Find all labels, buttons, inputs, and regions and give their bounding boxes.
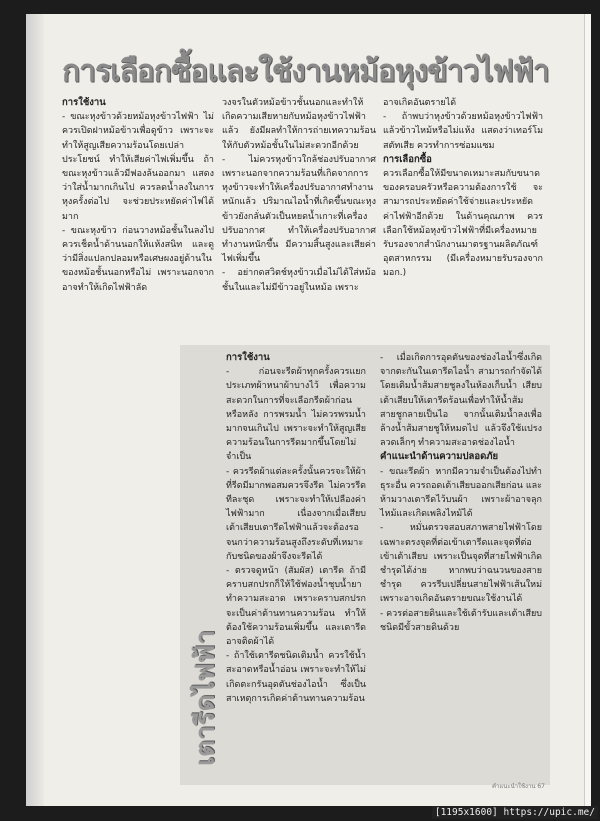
safety-heading: คำแนะนำด้านความปลอดภัย xyxy=(380,451,499,463)
iron-title: เตารีดไฟฟ้า xyxy=(190,630,221,766)
watermark: [1195x1600] https://upic.me/ xyxy=(432,806,598,819)
paragraph: - ไม่ควรหุงข้าวใกล้ช่องปรับอากาศ เพราะนอกจากความร้อนที่เกิดจากการหุงข้าวจะทำให้เครื่องปรับอากาศทำงานหนักแล้ว ปริมาณไอน้ำที่เกิดขึ้นขณะหุงข้าวยังกลั่นตัวเป็นหยดน้ำเกาะที่เครื่องปรับอากาศ ทำให้เครื่องปรับอากาศทำงานหนักขึ้น มีความสิ้นสูงและเสียค่าไฟเพิ่มขึ้น xyxy=(222,154,376,265)
paragraph: - ถ้าพบว่าหุงข้าวด้วยหม้อหุงข้าวไฟฟ้าแล้วข้าวไหม้หรือไม่แห้ง แสดงว่าเทอร์โมสตัทเสีย ควรทำการซ่อมแซม xyxy=(383,112,543,151)
iron-column-2 xyxy=(380,351,542,635)
paragraph: - ก่อนจะรีดผ้าทุกครั้งควรแยกประเภทผ้าหนาผ้าบางไว้ เพื่อความสะดวกในการที่จะเลือกรีดผ้าก่อนหรือหลัง การพรมน้ำ ไม่ควรพรมน้ำมากจนเกินไป เพราะจะทำให้สูญเสียความร้อนในการรีดมากขึ้นโดยไม่จำเป็น xyxy=(226,367,366,463)
paragraph: - ขณะรีดผ้า หากมีความจำเป็นต้องไปทำธุระอื่น ควรถอดเต้าเสียบออกเสียก่อน และห้ามวางเตารีดไว้บนผ้า เพราะผ้าอาจลุกไหม้และเกิดเพลิงไหม้ได้ xyxy=(380,466,542,520)
rice-cooker-column-3 xyxy=(383,96,543,281)
paragraph: - ควรต่อสายดินและใช้เต้ารับและเต้าเสียบชนิดมีขั้วสายดินด้วย xyxy=(380,608,542,633)
paragraph: - ถ้าใช้เตารีดชนิดเติมน้ำ ควรใช้น้ำสะอาดหรือน้ำอ่อน เพราะจะทำให้ไม่เกิดตะกรันอุดตันช่องไอน้ำ ซึ่งเป็นสาเหตุการเกิดค่าต้านทานความร้อน xyxy=(226,651,366,704)
paragraph: - ขณะหุงข้าวด้วยหม้อหุงข้าวไฟฟ้า ไม่ควรเปิดฝาหม้อข้าวเพื่อดูข้าว เพราะจะทำให้สูญเสียความร้อนโดยเปล่าประโยชน์ ทำให้เสียค่าไฟเพิ่มขึ้น ถ้าขณะหุงข้าวแล้วมีฟองล้นออกมา แสดงว่าใส่น้ำมากเกินไป ควรลดน้ำลงในการหุงครั้งต่อไป จะช่วยประหยัดค่าไฟได้มาก xyxy=(62,112,214,222)
paragraph: - เมื่อเกิดการอุดตันของช่องไอน้ำซึ่งเกิดจากตะกันในเตารีดไอน้ำ สามารถกำจัดได้โดยเติมน้ำส้มสายชูลงในห้องเก็บน้ำ เสียบเต้าเสียบให้เตารีดร้อนเพื่อทำให้น้ำส้มสายชูกลายเป็นไอ จากนั้นเติมน้ำลงเพื่อล้างน้ำส้มสายชูให้หมดไป แล้วจึงใช้แปรงลวดเล็กๆ ทำความสะอาดช่องไอน้ำ xyxy=(380,353,542,449)
rice-cooker-column-2 xyxy=(222,96,376,295)
paragraph: - ควรรีดผ้าแต่ละครั้งนั้นควรจะให้ผ้าที่รีดมีมากพอสมควรจึงรีด ไม่ควรรีดทีละชุด เพราะจะทำให้เปลืองค่าไฟฟ้ามาก เนื่องจากเมื่อเสียบเต้าเสียบเตารีดไฟฟ้าแล้วจะต้องรอจนกว่าความร้อนสูงถึงระดับที่เหมาะกับชนิดของผ้าจึงจะรีดได้ xyxy=(226,466,366,562)
usage-heading: การใช้งาน xyxy=(62,97,106,108)
paragraph: - ขณะหุงข้าว ก่อนวางหม้อชั้นในลงไปควรเช็ดน้ำด้านนอกให้แห้งสนิท และดูว่ามีสิ่งแปลกปลอมหรือเศษผงอยู่ด้านในของหม้อชั้นนอกหรือไม่ เพราะนอกจากอาจทำให้เกิดไฟฟ้าลัด xyxy=(62,225,214,293)
page-gutter xyxy=(26,14,44,806)
paragraph: - อย่ากดสวิตช์หุงข้าวเมื่อไม่ได้ใส่หม้อชั้นในและไม่มีข้าวอยู่ในหม้อ เพราะ xyxy=(222,268,376,293)
page-edge xyxy=(584,14,591,806)
rice-cooker-column-1 xyxy=(62,96,214,295)
paragraph: อาจเกิดอันตรายได้ xyxy=(383,98,457,108)
buying-heading: การเลือกซื้อ xyxy=(383,153,432,165)
page-headline: การเลือกซื้อและใช้งานหม้อหุงข้าวไฟฟ้า xyxy=(62,54,549,89)
paragraph: วงจรในตัวหม้อข้าวชั้นนอกและทำให้เกิดความเสียหายกับหม้อหุงข้าวไฟฟ้าแล้ว ยังมีผลทำให้การถ่ายเทความร้อนให้กับตัวหม้อชั้นในไม่สะดวกอีกด้วย xyxy=(222,98,376,151)
usage-heading: การใช้งาน xyxy=(226,352,270,363)
page-footer: คำแนะนำใช้งาน 67 xyxy=(492,783,545,790)
iron-side-title xyxy=(187,618,223,778)
paragraph: - หมั่นตรวจสอบสภาพสายไฟฟ้าโดยเฉพาะตรงจุดที่ต่อเข้าเตารีดและจุดที่ต่อเข้าเต้าเสียบ เพราะเป็นจุดที่สายไฟฟ้าเกิดชำรุดได้ง่าย หากพบว่าฉนวนของสายชำรุด ควรรีบเปลี่ยนสายไฟฟ้าเส้นใหม่ เพราะอาจเกิดอันตรายขณะใช้งานได้ xyxy=(380,523,542,605)
paragraph: - ตรวจดูหน้า (สัมผัส) เตารีด ถ้ามีคราบสกปรกก็ให้ใช้ฟองน้ำชุบน้ำยาทำความสะอาด เพราะคราบสกปรกจะเป็นค่าต้านทานความร้อน ทำให้ต้องใช้ความร้อนเพิ่มขึ้น และเตารีดอาจติดผ้าได้ xyxy=(226,566,366,648)
iron-column-1 xyxy=(226,351,366,706)
paragraph: ควรเลือกซื้อให้มีขนาดเหมาะสมกับขนาดของครอบครัวหรือความต้องการใช้ จะสามารถประหยัดค่าใช้จ่ายและประหยัดค่าไฟฟ้าอีกด้วย ในด้านคุณภาพ ควรเลือกใช้หม้อหุงข้าวไฟฟ้าที่มีเครื่องหมายรับรองจากสำนักงานมาตรฐานผลิตภัณฑ์อุตสาหกรรม (มีเครื่องหมายรับรองจาก มอก.) xyxy=(383,169,543,279)
